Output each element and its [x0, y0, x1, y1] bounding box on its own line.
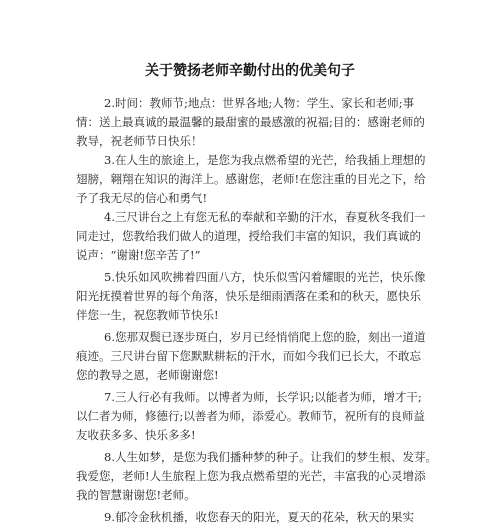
- document-title: 关于赞扬老师辛勤付出的优美句子: [145, 63, 355, 79]
- paragraph-line: 以仁者为师，修德行;以善者为师，添爱心。教师节，祝所有的良师益: [76, 409, 425, 423]
- paragraph-line: 2.时间：教师节;地点：世界各地;人物：学生、家长和老师;事: [104, 96, 415, 110]
- paragraph-line: 9.郁冷金秋机播，收您春天的阳光，夏天的花朵，秋天的果实: [104, 510, 414, 524]
- paragraph-line: 5.快乐如风吹拂着四面八方，快乐似雪闪着耀眼的光芒，快乐像: [104, 270, 426, 284]
- paragraph-line: 我爱您，老师!人生旅程上您为我点燃希望的光芒，丰富我的心灵增添: [76, 469, 426, 483]
- paragraph-line: 我的智慧谢谢您!老师。: [76, 488, 196, 502]
- paragraph-line: 同走过，您教给我们做人的道理，授给我们丰富的知识，我们真诚的: [76, 229, 421, 243]
- paragraph-line: 教导，祝老师节日快乐！: [76, 134, 203, 148]
- paragraph-line: 友收获多多、快乐多多!: [76, 428, 196, 442]
- paragraph-line: 予了我无尽的信心和勇气!: [76, 191, 208, 205]
- paragraph-line: 痕迹。三尺讲台留下您默默耕耘的汗水，而如今我们已长大，不敢忘: [76, 349, 421, 363]
- paragraph-line: 7.三人行必有我师。以博者为师，长学识;以能者为师，增才干;: [104, 390, 422, 404]
- paragraph-line: 伴您一生，祝您教师节快乐!: [76, 308, 219, 322]
- paragraph-line: 阳光抚摸着世界的每个角落，快乐是细雨洒落在柔和的秋天，愿快乐: [76, 289, 421, 303]
- paragraph-line: 翅膀，翱翔在知识的海洋上。感谢您，老师!在您注重的目光之下，给: [76, 172, 426, 186]
- paragraph-line: 4.三尺讲台之上有您无私的奉献和辛勤的汗水，春夏秋冬我们一: [104, 210, 426, 224]
- paragraph-line: 说声：“谢谢!您辛苦了!”: [76, 248, 201, 262]
- paragraph-line: 情：送上最真诚的最温馨的最甜蜜的最感激的祝福;目的：感谢老师的: [76, 115, 425, 129]
- paragraph-line: 3.在人生的旅途上，是您为我点燃希望的光芒，给我插上理想的: [104, 153, 426, 167]
- paragraph-line: 8.人生如梦，是您为我们播种梦的种子。让我们的梦生根、发芽。: [104, 450, 437, 464]
- paragraph-line: 6.您那双鬓已逐步斑白，岁月已经悄悄爬上您的脸，刻出一道道: [104, 330, 426, 344]
- paragraph-line: 您的教导之恩，老师谢谢您!: [76, 368, 219, 382]
